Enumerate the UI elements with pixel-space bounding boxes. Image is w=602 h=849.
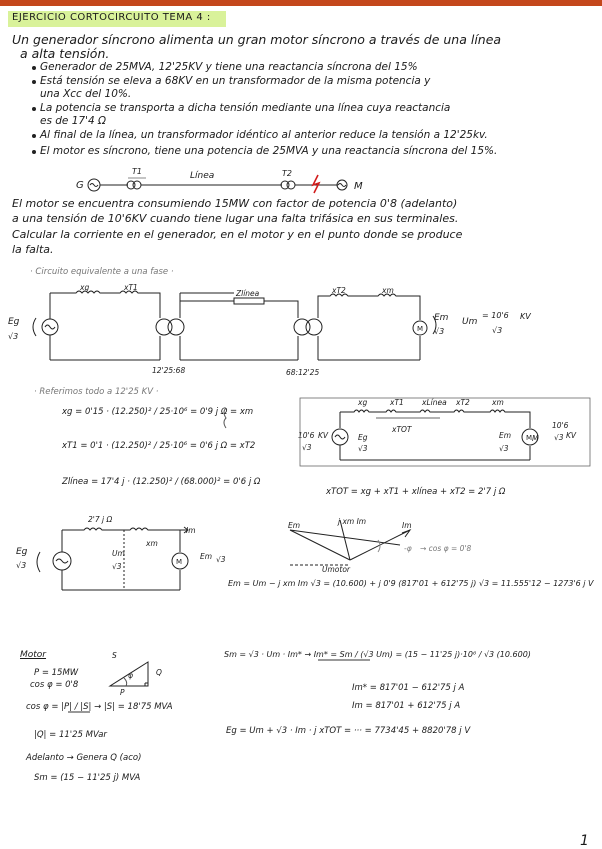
c2-em: Em bbox=[499, 431, 512, 440]
statement-3: Calcular la corriente en el generador, en el motor y en el punto donde se produce bbox=[12, 228, 463, 241]
eq-em: Em = Um − j xm Im √3 = (10.600) + j 0'9 (817'01 + 612'75 j) √3 = 11.555'12 − 1273'6 j V bbox=[228, 579, 594, 588]
c3-x27: 2'7 j Ω bbox=[88, 515, 113, 524]
page-number: 1 bbox=[580, 833, 589, 849]
bullet-1: Generador de 25MVA, 12'25KV y tiene una reactancia síncrona del 15% bbox=[40, 61, 418, 73]
equiv-title: · Circuito equivalente a una fase · bbox=[30, 267, 174, 277]
c2-ms3: √3 bbox=[554, 433, 564, 442]
calc-eq2: Im* = 817'01 − 612'75 j A bbox=[352, 683, 465, 693]
transformer-t2-icon bbox=[294, 319, 310, 335]
oneline-m: M bbox=[354, 181, 363, 192]
statement-1: El motor se encuentra consumiendo 15MW con factor de potencia 0'8 (adelanto) bbox=[12, 197, 458, 210]
intro-line-1: Un generador síncrono alimenta un gran motor síncrono a través de una línea bbox=[12, 32, 502, 47]
c3-im: Im bbox=[186, 526, 196, 535]
intro-line-2: a alta tensión. bbox=[20, 46, 110, 61]
phasor-diagram bbox=[290, 517, 410, 565]
t1-coil-icon bbox=[133, 181, 141, 189]
statement-4: la falta. bbox=[12, 243, 54, 256]
label-um-val: = 10'6 bbox=[482, 311, 509, 320]
c2-xg: xg bbox=[358, 398, 368, 407]
c3-em-s3: √3 bbox=[216, 555, 226, 564]
c2-eg: Eg bbox=[358, 433, 368, 442]
transformer-t1-icon bbox=[156, 319, 172, 335]
motor-eq2: |Q| = 11'25 MVar bbox=[34, 730, 107, 740]
tri-p: P bbox=[120, 688, 125, 697]
zlinea-resistor bbox=[234, 298, 264, 304]
oneline-g: G bbox=[76, 180, 84, 191]
page-title: EJERCICIO CORTOCIRCUITO TEMA 4 : bbox=[12, 12, 211, 23]
c2-xlinea: xLínea bbox=[422, 398, 447, 407]
label-xt2: xT2 bbox=[332, 286, 346, 295]
bullet-3b: es de 17'4 Ω bbox=[40, 115, 107, 127]
ph-phi: -φ bbox=[404, 544, 412, 553]
label-xg: xg bbox=[80, 283, 90, 292]
label-xt1: xT1 bbox=[124, 283, 138, 292]
generator-sine-icon bbox=[90, 184, 98, 187]
svg-text:M: M bbox=[417, 325, 424, 333]
c2-xm: xm bbox=[492, 398, 504, 407]
eq-zlinea: Zlínea = 17'4 j · (12.250)² / (68.000)² = 0'6 j Ω bbox=[62, 477, 261, 487]
t2-coil-icon bbox=[287, 181, 295, 189]
power-triangle bbox=[110, 662, 148, 686]
oneline-t2: T2 bbox=[282, 169, 292, 178]
c2-s3: √3 bbox=[302, 443, 312, 452]
c3-um-s3: √3 bbox=[112, 562, 122, 571]
c2-mkv: KV bbox=[566, 431, 577, 440]
bullet-2: Está tensión se eleva a 68KV en un transformador de la misma potencia y bbox=[40, 75, 431, 87]
svg-text:M: M bbox=[176, 558, 183, 566]
fault-bolt-icon bbox=[313, 175, 319, 193]
oneline-linea: Línea bbox=[190, 171, 215, 181]
c2-m: M bbox=[532, 434, 539, 443]
motor-eq4: Sm = (15 − 11'25 j) MVA bbox=[34, 773, 141, 783]
calc-eq4: Eg = Um + √3 · Im · j xTOT = ··· = 7734'45 + 8820'78 j V bbox=[226, 726, 471, 736]
motor-eq3: Adelanto → Genera Q (aco) bbox=[26, 753, 142, 763]
eq-xg: xg = 0'15 · (12.250)² / 25·10⁶ = 0'9 j Ω = xm bbox=[62, 407, 254, 417]
ph-jxim: j xm Im bbox=[338, 517, 367, 526]
motor-title: Motor bbox=[20, 650, 47, 660]
ph-em: Em bbox=[288, 521, 301, 530]
eq-xt1: xT1 = 0'1 · (12.250)² / 25·10⁶ = 0'6 j Ω = xT2 bbox=[62, 441, 256, 451]
c3-em: Em bbox=[200, 552, 213, 561]
label-eg: Eg bbox=[8, 317, 20, 327]
c2-xt1: xT1 bbox=[390, 398, 404, 407]
referred-circuit bbox=[300, 398, 590, 466]
ratio-t2: 68:12'25 bbox=[286, 368, 320, 377]
calc-eq3: Im = 817'01 + 612'75 j A bbox=[352, 701, 461, 711]
c3-eg-s3: √3 bbox=[16, 561, 27, 570]
bullet-2b: una Xcc del 10%. bbox=[40, 88, 132, 100]
label-em: Em bbox=[434, 313, 449, 323]
voltage-arrow-icon bbox=[33, 318, 36, 336]
svg-text:M: M bbox=[526, 434, 533, 442]
c2-kv: KV bbox=[318, 431, 329, 440]
bullet-3: La potencia se transporta a dicha tensión mediante una línea cuya reactancia bbox=[40, 102, 451, 114]
label-um-sqrt3: √3 bbox=[492, 326, 503, 335]
motor-p: P = 15MW bbox=[34, 668, 79, 678]
ph-umotor: Umotor bbox=[322, 565, 350, 574]
label-xm: xm bbox=[382, 286, 394, 295]
oneline-t1: T1 bbox=[132, 167, 142, 176]
tri-phi: φ bbox=[128, 671, 133, 680]
bullet-4: Al final de la línea, un transformador idéntico al anterior reduce la tensión a 12'25kv. bbox=[40, 129, 488, 141]
label-zlinea: Zlínea bbox=[236, 289, 260, 298]
oneline-diagram bbox=[88, 175, 347, 193]
fault-circuit bbox=[37, 527, 188, 590]
refer-title: · Referimos todo a 12'25 KV · bbox=[34, 387, 159, 397]
label-em-sqrt3: √3 bbox=[434, 327, 445, 336]
c2-eg-s3: √3 bbox=[358, 444, 368, 453]
c2-msrc: 10'6 bbox=[552, 421, 569, 430]
statement-2: a una tensión de 10'6KV cuando tiene lugar una falta trifásica en sus terminales. bbox=[12, 212, 459, 225]
label-um: Um bbox=[462, 317, 478, 327]
c2-xt2: xT2 bbox=[456, 398, 470, 407]
c2-src: 10'6 bbox=[298, 431, 315, 440]
c2-xtot: xTOT bbox=[392, 425, 412, 434]
c3-xm: xm bbox=[146, 539, 158, 548]
equiv-circuit bbox=[33, 291, 436, 360]
ratio-t1: 12'25:68 bbox=[152, 366, 186, 375]
label-eg-sqrt3: √3 bbox=[8, 332, 19, 341]
tri-q: Q bbox=[156, 668, 162, 677]
c3-um: Um bbox=[112, 549, 125, 558]
motor-cos: cos φ = 0'8 bbox=[30, 680, 79, 690]
calc-eq1: Sm = √3 · Um · Im* → Im* = Sm / (√3 Um) = (15 − 11'25 j)·10⁶ / √3 (10.600) bbox=[224, 650, 531, 659]
ph-cos: → cos φ = 0'8 bbox=[420, 544, 472, 553]
bullet-5: El motor es síncrono, tiene una potencia de 25MVA y una reactancia síncrona del 15%. bbox=[40, 145, 498, 157]
c2-em-s3: √3 bbox=[499, 444, 509, 453]
label-um-kv: KV bbox=[520, 312, 531, 321]
motor-eq1: cos φ = |P| / |S| → |S| = 18'75 MVA bbox=[26, 702, 173, 712]
ph-im: Im bbox=[402, 521, 412, 530]
c3-eg: Eg bbox=[16, 547, 28, 557]
tri-s: S bbox=[112, 651, 117, 660]
eq-xtot: xTOT = xg + xT1 + xlínea + xT2 = 2'7 j Ω bbox=[326, 487, 506, 497]
